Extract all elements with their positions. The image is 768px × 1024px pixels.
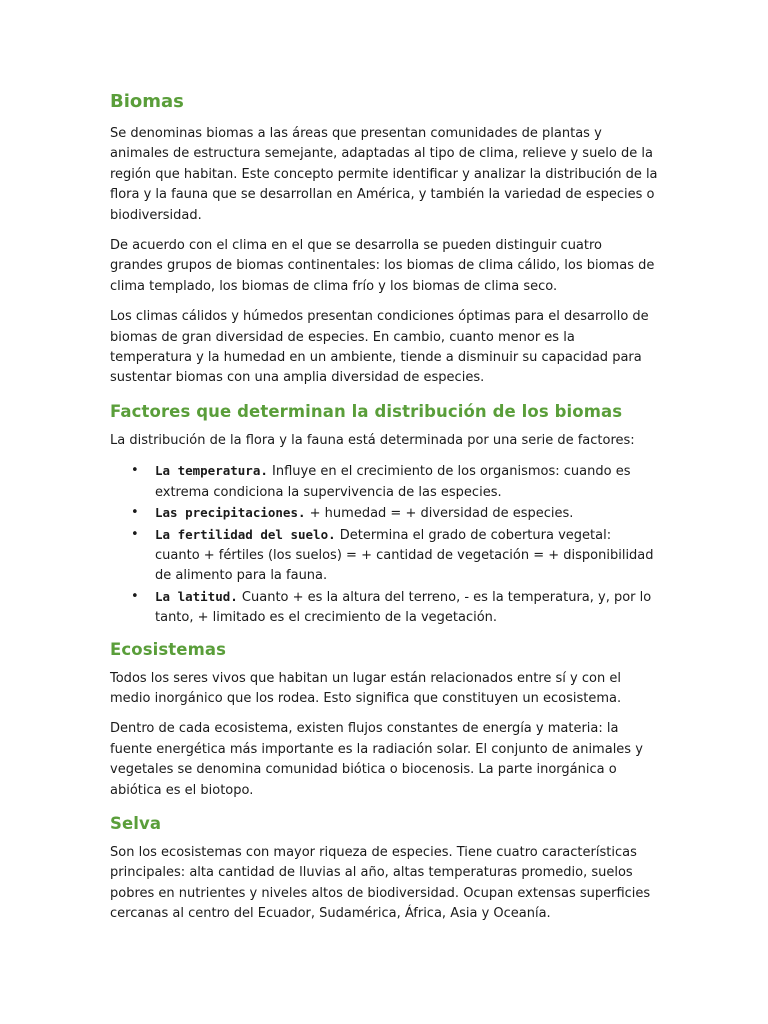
paragraph-biomas-3: Los climas cálidos y húmedos presentan condiciones óptimas para el desarrollo de biomas de gran diversidad de especies. En cambio, cuanto menor es la temperatura y la humedad en un ambiente, tiende a disminuir su capacidad para sustentar biomas con una amplia diversidad de especies. (110, 309, 649, 386)
bullet-icon: • (131, 505, 139, 521)
heading-selva: Selva (110, 813, 162, 833)
list-item (131, 503, 658, 524)
paragraph-biomas-2: De acuerdo con el clima en el que se desarrolla se pueden distinguir cuatro grandes grupos de biomas continentales: los biomas de clima cálido, los biomas de clima templado, los biomas de clima frío y los biomas de clima seco. (110, 238, 655, 294)
list-item-term: La fertilidad del suelo. (155, 526, 336, 542)
list-item (131, 461, 658, 503)
document-page (110, 88, 658, 935)
bullet-icon: • (131, 463, 139, 479)
heading-ecosistemas: Ecosistemas (110, 639, 227, 659)
list-item-text: Determina el grado de cobertura vegetal: cuanto + fértiles (los suelos) = + cantidad de vegetación = + disponibilidad de alimento para la fauna. (155, 527, 654, 584)
paragraph-ecosistemas-2: Dentro de cada ecosistema, existen flujos constantes de energía y materia: la fuente energética más importante es la radiación solar. El conjunto de animales y vegetales se denomina comunidad biótica o biocenosis. La parte inorgánica o abiótica es el biotopo. (110, 721, 643, 798)
paragraph-factores-intro: La distribución de la flora y la fauna está determinada por una serie de factores: (110, 432, 635, 448)
bullet-icon: • (131, 526, 139, 542)
list-item-text: Influye en el crecimiento de los organismos: cuando es extrema condiciona la supervivencia de las especies. (155, 464, 631, 500)
paragraph-selva-1: Son los ecosistemas con mayor riqueza de especies. Tiene cuatro características principales: alta cantidad de lluvias al año, altas temperaturas promedio, suelos pobres en nutrientes y niveles altos de biodiversidad. Ocupan extensas superficies cercanas al centro del Ecuador, Sudamérica, África, Asia y Oceanía. (110, 844, 651, 922)
heading-factores: Factores que determinan la distribución de los biomas (110, 401, 623, 421)
factores-list (110, 461, 658, 628)
list-item (131, 587, 658, 629)
list-item-text: Cuanto + es la altura del terreno, - es la temperatura, y, por lo tanto, + limitado es el crecimiento de la vegetación. (155, 589, 652, 626)
bullet-icon: • (131, 588, 139, 604)
heading-biomas: Biomas (110, 91, 184, 112)
list-item-term: La latitud. (155, 588, 238, 604)
list-item (131, 525, 658, 587)
paragraph-ecosistemas-1: Todos los seres vivos que habitan un lugar están relacionados entre sí y con el medio inorgánico que los rodea. Esto significa que constituyen un ecosistema. (110, 670, 622, 706)
list-item-text: + humedad = + diversidad de especies. (305, 506, 574, 522)
list-item-term: Las precipitaciones. (155, 505, 306, 521)
paragraph-biomas-1: Se denominas biomas a las áreas que presentan comunidades de plantas y animales de estructura semejante, adaptadas al tipo de clima, relieve y suelo de la región que habitan. Este concepto permite identificar y analizar la distribución de la flora y la fauna que se desarrollan en América, y también la variedad de especies o biodiversidad. (110, 126, 658, 223)
list-item-term: La temperatura. (155, 463, 268, 479)
